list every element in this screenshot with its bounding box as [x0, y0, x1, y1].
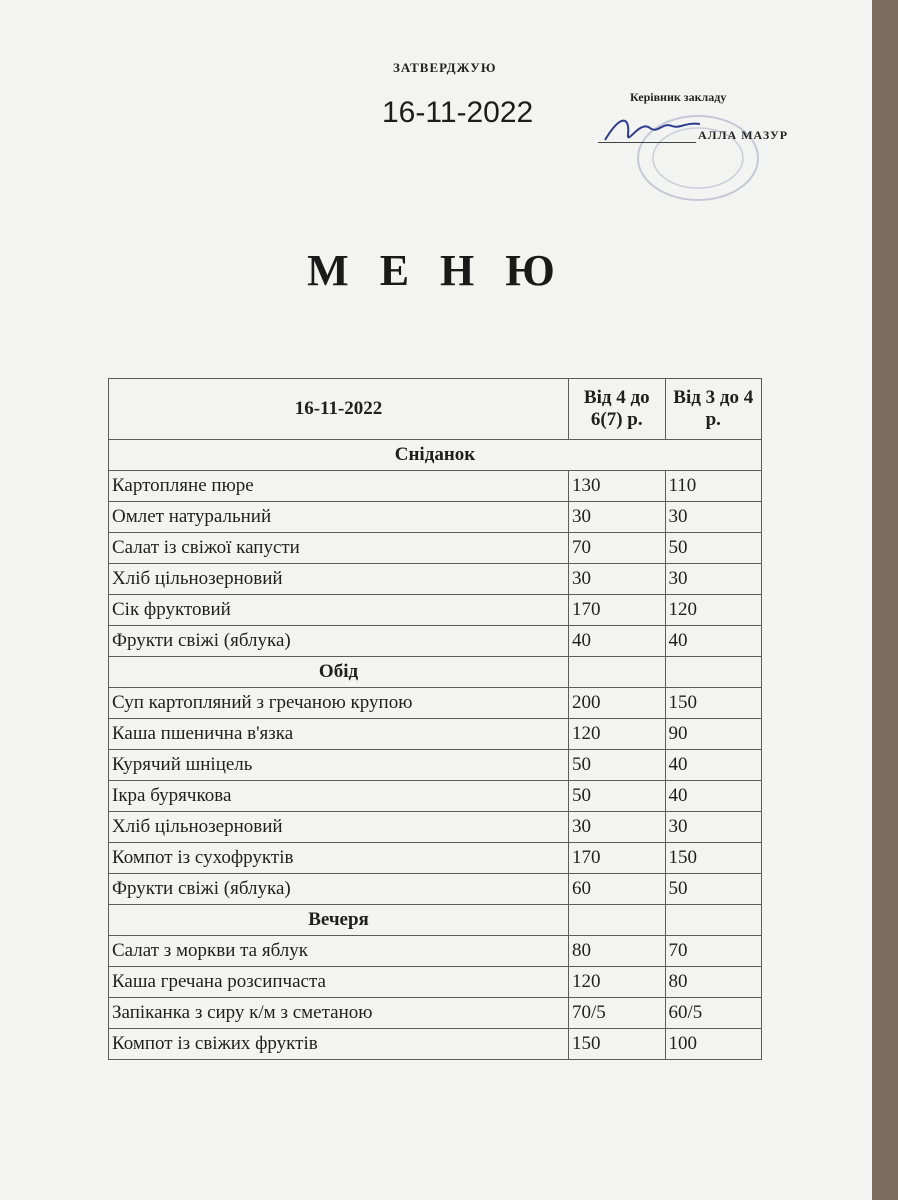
portion-age-4-6: 40	[569, 626, 665, 657]
portion-age-3-4: 50	[665, 533, 762, 564]
portion-age-4-6: 30	[569, 812, 665, 843]
empty-cell	[665, 905, 762, 936]
portion-age-3-4: 70	[665, 936, 762, 967]
dish-name: Сік фруктовий	[109, 595, 569, 626]
portion-age-4-6: 30	[569, 502, 665, 533]
table-row	[109, 750, 762, 781]
portion-age-3-4: 80	[665, 967, 762, 998]
dish-name: Компот із свіжих фруктів	[109, 1029, 569, 1060]
section-title: Сніданок	[109, 440, 762, 471]
table-row	[109, 471, 762, 502]
dish-name: Омлет натуральний	[109, 502, 569, 533]
portion-age-4-6: 70/5	[569, 998, 665, 1029]
portion-age-4-6: 170	[569, 843, 665, 874]
empty-cell	[665, 657, 762, 688]
table-row	[109, 688, 762, 719]
table-row	[109, 626, 762, 657]
table-row	[109, 781, 762, 812]
portion-age-3-4: 40	[665, 750, 762, 781]
portion-age-4-6: 120	[569, 719, 665, 750]
table-row	[109, 874, 762, 905]
dish-name: Ікра бурячкова	[109, 781, 569, 812]
portion-age-4-6: 80	[569, 936, 665, 967]
empty-cell	[569, 657, 665, 688]
menu-table	[108, 378, 762, 1060]
dish-name: Компот із сухофруктів	[109, 843, 569, 874]
dish-name: Салат із свіжої капусти	[109, 533, 569, 564]
portion-age-3-4: 120	[665, 595, 762, 626]
empty-cell	[569, 905, 665, 936]
portion-age-3-4: 110	[665, 471, 762, 502]
portion-age-4-6: 120	[569, 967, 665, 998]
dish-name: Хліб цільнозерновий	[109, 564, 569, 595]
dish-name: Каша гречана розсипчаста	[109, 967, 569, 998]
table-row	[109, 998, 762, 1029]
portion-age-4-6: 70	[569, 533, 665, 564]
section-title: Вечеря	[109, 905, 569, 936]
portion-age-3-4: 30	[665, 564, 762, 595]
table-row	[109, 843, 762, 874]
dish-name: Курячий шніцель	[109, 750, 569, 781]
table-row	[109, 967, 762, 998]
portion-age-4-6: 130	[569, 471, 665, 502]
dish-name: Каша пшенична в'язка	[109, 719, 569, 750]
table-row	[109, 502, 762, 533]
dish-name: Картопляне пюре	[109, 471, 569, 502]
portion-age-4-6: 30	[569, 564, 665, 595]
portion-age-4-6: 60	[569, 874, 665, 905]
table-row	[109, 812, 762, 843]
portion-age-4-6: 50	[569, 781, 665, 812]
table-row	[109, 936, 762, 967]
portion-age-3-4: 50	[665, 874, 762, 905]
portion-age-4-6: 150	[569, 1029, 665, 1060]
header-date: 16-11-2022	[109, 379, 569, 440]
section-row	[109, 657, 762, 688]
table-row	[109, 564, 762, 595]
dish-name: Салат з моркви та яблук	[109, 936, 569, 967]
header-age-3-4: Від 3 до 4 р.	[665, 379, 762, 440]
portion-age-3-4: 40	[665, 626, 762, 657]
portion-age-4-6: 200	[569, 688, 665, 719]
portion-age-4-6: 50	[569, 750, 665, 781]
table-row	[109, 533, 762, 564]
portion-age-3-4: 30	[665, 502, 762, 533]
dish-name: Хліб цільнозерновий	[109, 812, 569, 843]
table-row	[109, 719, 762, 750]
signature	[600, 110, 710, 150]
approval-date: 16-11-2022	[382, 96, 534, 129]
portion-age-3-4: 150	[665, 688, 762, 719]
dish-name: Запіканка з сиру к/м з сметаною	[109, 998, 569, 1029]
dish-name: Фрукти свіжі (яблука)	[109, 874, 569, 905]
approval-label: ЗАТВЕРДЖУЮ	[393, 60, 497, 75]
page-title: М Е Н Ю	[307, 246, 565, 295]
table-header-row	[109, 379, 762, 440]
portion-age-3-4: 100	[665, 1029, 762, 1060]
table-row	[109, 1029, 762, 1060]
table-row	[109, 595, 762, 626]
dish-name: Фрукти свіжі (яблука)	[109, 626, 569, 657]
dish-name: Суп картопляний з гречаною крупою	[109, 688, 569, 719]
portion-age-3-4: 60/5	[665, 998, 762, 1029]
header-age-4-6: Від 4 до 6(7) р.	[569, 379, 665, 440]
portion-age-3-4: 40	[665, 781, 762, 812]
head-title: Керівник закладу	[630, 90, 727, 104]
section-row	[109, 905, 762, 936]
section-row	[109, 440, 762, 471]
signature-line	[598, 142, 696, 143]
portion-age-3-4: 150	[665, 843, 762, 874]
portion-age-4-6: 170	[569, 595, 665, 626]
section-title: Обід	[109, 657, 569, 688]
portion-age-3-4: 90	[665, 719, 762, 750]
head-name: АЛЛА МАЗУР	[698, 128, 789, 142]
portion-age-3-4: 30	[665, 812, 762, 843]
